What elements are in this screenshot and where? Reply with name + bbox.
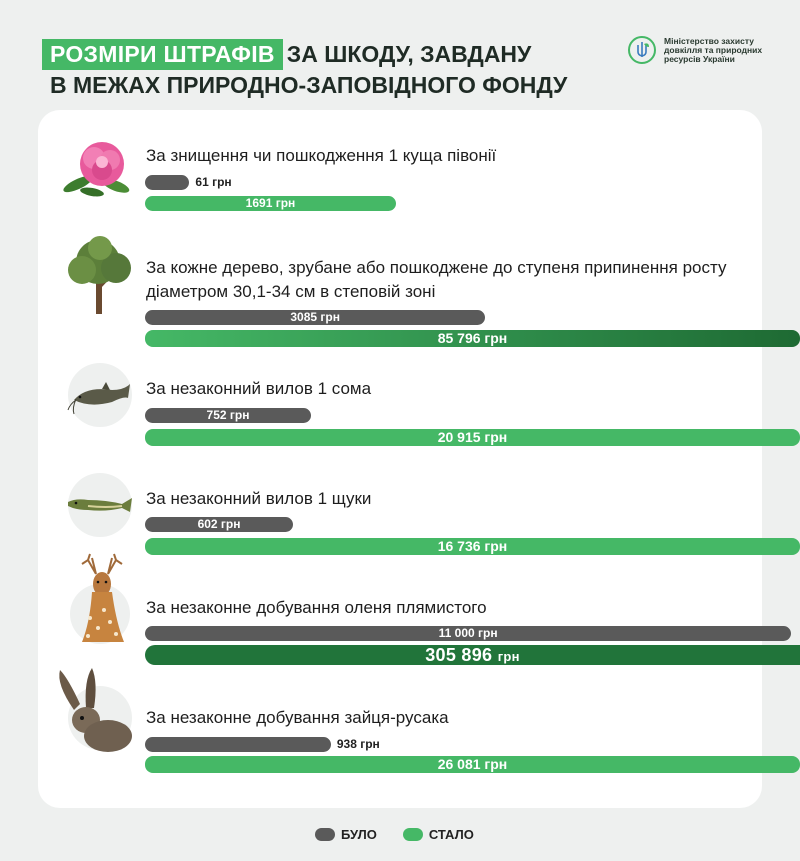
trident-leaf-icon: [628, 36, 656, 64]
chart-legend: [315, 827, 500, 842]
bar-new-deer: [145, 645, 800, 665]
row-label-hare: За незаконне добування зайця-русака: [146, 708, 449, 727]
bar-old-hare: [145, 737, 331, 752]
bar-old-tree: 3085 грн: [145, 310, 485, 325]
deer-icon: [62, 552, 142, 649]
legend-item-new: [403, 827, 474, 842]
value-old-peony: 61 грн: [195, 175, 232, 189]
value-old-hare: 938 грн: [336, 737, 380, 751]
peony-icon: [58, 134, 140, 203]
title-rest: ЗА ШКОДУ, ЗАВДАНУ: [286, 40, 532, 67]
bar-old-catfish: 752 грн: [145, 408, 311, 423]
legend-label-old: БУЛО: [341, 827, 377, 842]
legend-swatch-old: [315, 828, 335, 841]
bar-old-pike: 602 грн: [145, 517, 293, 532]
pike-icon: [66, 472, 136, 543]
title-highlight: РОЗМІРИ ШТРАФІВ: [42, 39, 283, 70]
legend-item-old: [315, 827, 377, 842]
tree-icon: [58, 234, 140, 321]
bar-old-peony: [145, 175, 189, 190]
page-title: [42, 38, 567, 99]
bar-new-tree: 85 796 грн: [145, 330, 800, 347]
row-label-catfish: За незаконний вилов 1 сома: [146, 379, 372, 398]
catfish-icon: [66, 362, 136, 433]
value-new-deer-unit: грн: [497, 649, 520, 664]
legend-label-new: СТАЛО: [428, 827, 474, 842]
legend-swatch-new: [403, 828, 423, 841]
row-label-tree: За кожне дерево, зрубане або пошкоджене до ступеня припинення росту діаметром 30,1-34 см в степовій зоні: [146, 258, 727, 301]
bar-new-hare: 26 081 грн: [145, 756, 800, 773]
row-label-pike: За незаконний вилов 1 щуки: [146, 489, 372, 508]
chart-card: [38, 110, 762, 808]
logo-text: Міністерство захисту довкілля та природних ресурсів України: [664, 35, 763, 64]
row-label-deer: За незаконне добування оленя плямистого: [146, 598, 487, 617]
ministry-logo: [628, 36, 774, 64]
bar-new-catfish: 20 915 грн: [145, 429, 800, 446]
title-line2: В МЕЖАХ ПРИРОДНО-ЗАПОВІДНОГО ФОНДУ: [50, 72, 568, 98]
hare-icon: [46, 664, 136, 759]
bar-old-deer: 11 000 грн: [145, 626, 791, 641]
bar-new-pike: 16 736 грн: [145, 538, 800, 555]
bar-new-peony: 1691 грн: [145, 196, 396, 211]
row-label-peony: За знищення чи пошкодження 1 куща півонії: [146, 146, 497, 165]
value-new-deer: 305 896: [425, 645, 493, 665]
